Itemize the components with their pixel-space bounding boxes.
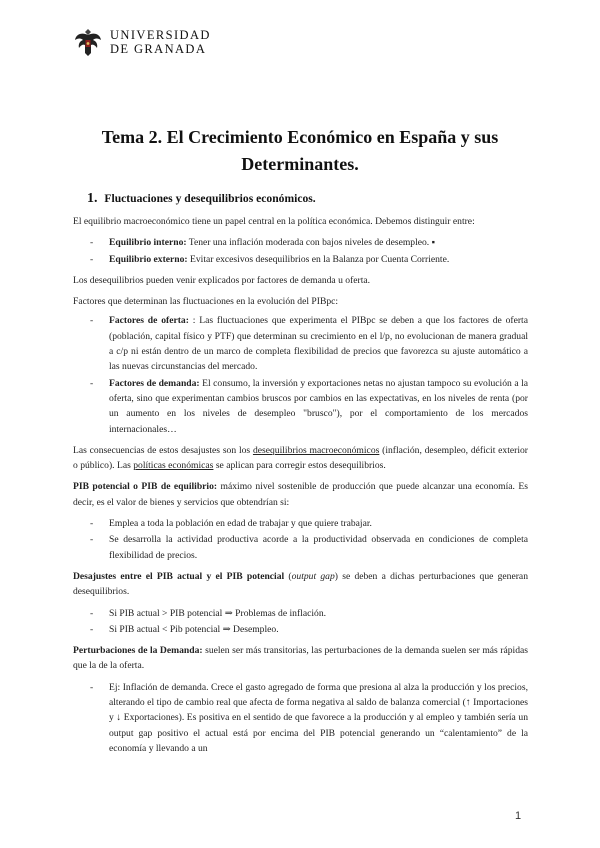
list-item: - Emplea a toda la población en edad de trabajar y que quiere trabajar. <box>73 516 528 531</box>
definition-term: PIB potencial o PIB de equilibrio: <box>73 481 218 493</box>
paragraph-intro: El equilibrio macroeconómico tiene un papel central en la política económica. Debemos distinguir entre: <box>73 216 475 227</box>
page-number: 1 <box>515 810 522 822</box>
title-line1: Tema 2. El Crecimiento Económico en España y sus <box>101 127 499 147</box>
underlined-term: desequilibrios macroeconómicos <box>252 444 380 456</box>
definition-term: Perturbaciones de la Demanda: <box>73 645 203 657</box>
university-crest-icon <box>72 26 104 58</box>
text-run: ( <box>284 570 292 582</box>
list-item-term: Factores de oferta: <box>109 315 189 327</box>
output-gap-list <box>73 606 528 638</box>
potential-conditions-list <box>73 516 528 563</box>
university-logo <box>72 26 211 58</box>
factors-list <box>73 313 528 436</box>
underlined-term: políticas económicas <box>133 460 214 472</box>
text-run: Las consecuencias de estos desajustes son los <box>73 444 253 456</box>
definition-text: máximo nivel sostenible de producción que puede alcanzar una economía. Es decir, es el valor de bienes y servicios que obtendrían si: <box>73 481 528 508</box>
paragraph-demand-shocks <box>73 643 528 674</box>
definition-text: suelen ser más transitorias, las perturbaciones de la demanda suelen ser más rápidas que la de la oferta. <box>73 645 528 672</box>
list-item-text: : Las fluctuaciones que experimenta el PIBpc se deben a que los factores de oferta (población, capital físico y PTF) que determinan su crecimiento en el l/p, no evolucionan de manera gradual a c/p ni están dentro de un marco de completa flexibilidad de precios que favorezca su ajuste automático a las nuevas circunstancias del mercado. <box>109 315 528 373</box>
list-item: - Se desarrolla la actividad productiva acorde a la productividad observada en condiciones de completa flexibilidad de precios. <box>73 532 528 563</box>
document-title <box>60 124 540 178</box>
definition-text: ) se deben a dichas perturbaciones que generan desequilibrios. <box>73 570 528 598</box>
list-item-term: Equilibrio interno: <box>109 237 187 249</box>
list-item <box>73 376 528 437</box>
text-run: se aplican para corregir estos desequilibrios. <box>213 460 386 472</box>
paragraph-consequences <box>73 443 528 474</box>
university-name <box>110 28 211 56</box>
document-body <box>73 192 528 762</box>
italic-term: output gap <box>291 570 335 582</box>
paragraph-potential-gdp <box>73 479 528 510</box>
list-item <box>73 252 528 267</box>
list-item-text: Evitar excesivos desequilibrios en la Balanza por Cuenta Corriente. <box>187 253 450 265</box>
title-line2: Determinantes. <box>241 154 359 174</box>
definition-term: Desajustes entre el PIB actual y el PIB potencial <box>73 570 285 582</box>
equilibrium-list <box>73 235 528 267</box>
section-heading <box>87 192 528 206</box>
paragraph-demand-supply: Los desequilibrios pueden venir explicados por factores de demanda u oferta. <box>73 274 371 286</box>
list-item <box>73 313 528 374</box>
paragraph-factors: Factores que determinan las fluctuaciones en la evolución del PIBpc: <box>73 296 339 308</box>
list-item-text: El consumo, la inversión y exportaciones netas no ajustan tampoco su evolución a la oferta, sino que experimentan cambios bruscos por cambios en las expectativas, en los niveles de renta (por un aumento en los niveles de desempleo "brusco"), por el comportamiento de los mercados internacionales… <box>109 377 529 435</box>
university-name-line2: DE GRANADA <box>110 42 207 56</box>
demand-example-list <box>73 680 528 756</box>
university-name-line1: UNIVERSIDAD <box>110 28 211 42</box>
list-item-term: Equilibrio externo: <box>109 253 188 265</box>
text-run: (inflación, desempleo, déficit exterior o público). Las <box>73 444 528 472</box>
section-number: 1. <box>87 191 98 206</box>
list-item: - Ej: Inflación de demanda. Crece el gasto agregado de forma que presiona al alza la producción y los precios, alterando el tipo de cambio real que afecta de forma negativa al saldo de balanza comercial (↑ Importaciones y ↓ Exportaciones). Es positiva en el sentido de que favorece a la producción y al empleo y también sería un output gap positivo el actual está por encima del PIB potencial generando un “calentamiento” de la economía y llevando a un <box>73 680 528 756</box>
paragraph-output-gap <box>73 569 528 600</box>
list-item <box>73 235 528 250</box>
list-item-term: Factores de demanda: <box>109 377 200 389</box>
list-item-text: Tener una inflación moderada con bajos niveles de desempleo. ▪ <box>186 237 436 249</box>
list-item: - Si PIB actual < Pib potencial ⇒ Desempleo. <box>73 622 528 637</box>
list-item: - Si PIB actual > PIB potencial ⇒ Problemas de inflación. <box>73 606 528 621</box>
section-title: Fluctuaciones y desequilibrios económicos. <box>104 192 316 205</box>
